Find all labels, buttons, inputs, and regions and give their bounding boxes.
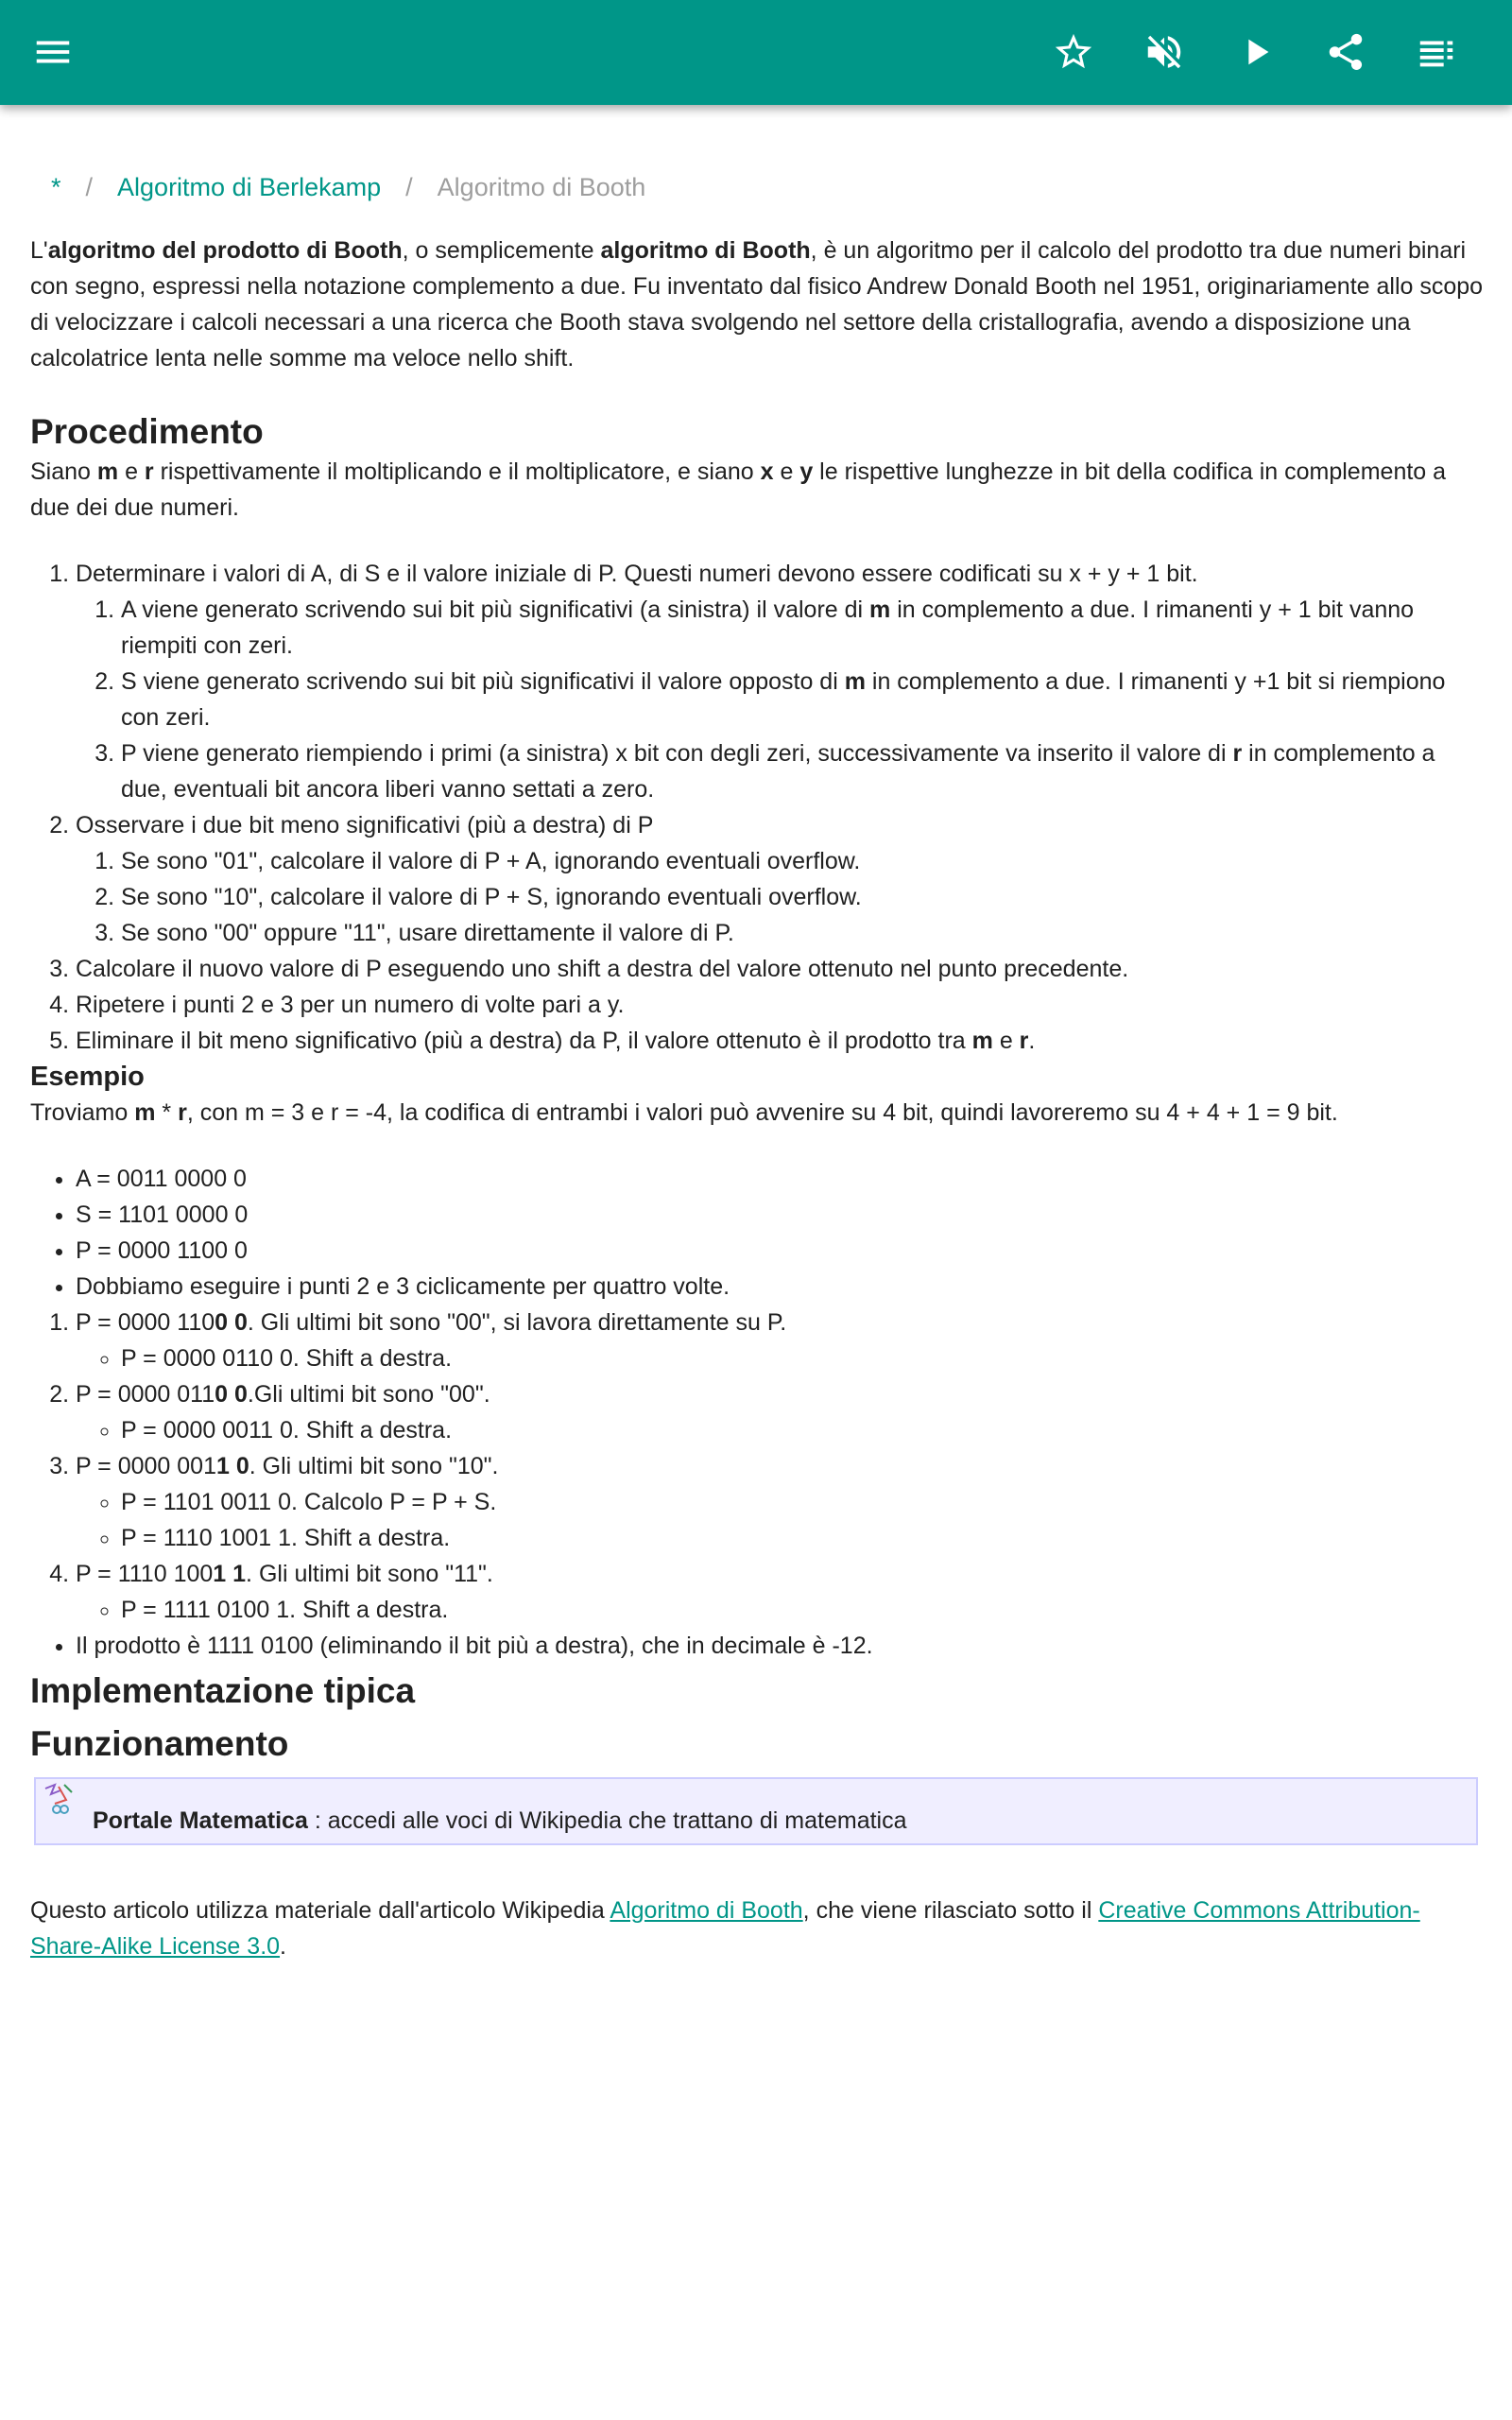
substep-item: ◦ P = 1110 1001 1. Shift a destra. — [121, 1520, 1486, 1556]
bold-text: r — [144, 458, 154, 485]
text-segment: L' — [30, 237, 48, 264]
text-segment: P = 0000 011 — [76, 1381, 215, 1408]
list-item: • Il prodotto è 1111 0100 (eliminando il bit più a destra), che in decimale è -12. — [76, 1628, 1486, 1664]
text-segment: Ripetere i punti 2 e 3 per un numero di volte pari a y. — [76, 992, 625, 1018]
bold-text: x — [760, 458, 774, 485]
section-heading: Funzionamento — [30, 1724, 289, 1763]
text-segment: in complemento a due. I rimanenti y +1 bit si riempiono con zeri. — [121, 668, 1446, 731]
bold-text: m — [134, 1099, 156, 1126]
text-segment: S viene generato scrivendo sui bit più significativi il valore opposto di — [121, 668, 845, 695]
text-segment: , con m = 3 e r = -4, la codifica di entrambi i valori può avvenire su 4 bit, quindi lavoreremo su 4 + 4 + 1 = 9 bit. — [186, 1099, 1338, 1126]
text-segment: e — [773, 458, 800, 485]
list-item: • S = 1101 0000 0 — [76, 1197, 1486, 1233]
portal-name[interactable]: Portale Matematica — [93, 1807, 308, 1834]
math-portal-icon — [42, 1781, 77, 1819]
text-segment: Calcolare il nuovo valore di P eseguendo uno shift a destra del valore ottenuto nel punto precedente. — [76, 956, 1129, 982]
step-item — [76, 1448, 1486, 1556]
text-segment: in complemento a due, eventuali bit ancora liberi vanno settati a zero. — [121, 740, 1435, 803]
esempio-bullets — [76, 1161, 1486, 1305]
list-item: • P = 0000 1100 0 — [76, 1233, 1486, 1269]
bold-text: algoritmo del prodotto di Booth — [47, 237, 403, 264]
wikipedia-article-link[interactable]: Algoritmo di Booth — [610, 1897, 803, 1924]
text-segment: P = 0000 001 — [76, 1453, 216, 1479]
text-segment: le rispettive lunghezze in bit della codifica in complemento a due dei due numeri. — [30, 458, 1447, 521]
step-text — [76, 1561, 493, 1587]
menu-icon[interactable] — [31, 30, 75, 74]
section-heading: Implementazione tipica — [30, 1671, 416, 1710]
step-item — [76, 987, 1486, 1023]
text-segment: P = 1110 100 — [76, 1561, 214, 1587]
star-icon[interactable] — [1052, 30, 1095, 74]
portal-description: : accedi alle voci di Wikipedia che trattano di matematica — [307, 1807, 907, 1834]
breadcrumb-parent[interactable]: Algoritmo di Berlekamp — [117, 173, 382, 201]
substep-item — [121, 735, 1486, 807]
text-segment: P viene generato riempiendo i primi (a sinistra) x bit con degli zeri, successivamente va inserito il valore di — [121, 740, 1233, 767]
step-text — [76, 812, 653, 838]
text-segment: Eliminare il bit meno significativo (più a destra) da P, il valore ottenuto è il prodotto tra — [76, 1028, 972, 1054]
step-text — [76, 1028, 1035, 1054]
bold-text: algoritmo di Booth — [600, 237, 811, 264]
bold-text: 1 0 — [216, 1453, 249, 1479]
substep-item: ◦ P = 1111 0100 1. Shift a destra. — [121, 1592, 1486, 1628]
text-segment: , è un algoritmo per il calcolo del prodotto tra due numeri binari con segno, espressi nella notazione complemento a due. Fu inventato dal fisico Andrew Donald Booth nel 1951, originariamente allo scopo di velocizzare i calcoli necessari a una ricerca che Booth stava svolgendo nel settore della cristallografia, avendo a disposizione una calcolatrice lenta nelle somme ma veloce nello shift. — [30, 237, 1484, 372]
substep-item — [121, 915, 1486, 951]
text-segment: . Gli ultimi bit sono "11". — [246, 1561, 493, 1587]
esempio-text — [30, 1095, 1486, 1131]
step-item — [76, 1376, 1486, 1448]
footer-text: . — [280, 1933, 286, 1960]
step-text — [76, 561, 1198, 587]
text-segment: Se sono "10", calcolare il valore di P + S, ignorando eventuali overflow. — [121, 884, 862, 910]
step-text — [76, 1309, 786, 1336]
breadcrumb-home[interactable]: * — [51, 173, 61, 201]
substep-item — [121, 879, 1486, 915]
bold-text: 1 1 — [213, 1561, 247, 1587]
substep-item: ◦ P = 0000 0011 0. Shift a destra. — [121, 1412, 1486, 1448]
footer-text: , che viene rilasciato sotto il — [802, 1897, 1099, 1924]
text-segment: e — [992, 1028, 1020, 1054]
breadcrumb-separator: / — [405, 173, 413, 201]
text-segment: e — [118, 458, 145, 485]
text-segment: . Gli ultimi bit sono "10". — [249, 1453, 499, 1479]
substep-item: ◦ P = 0000 0110 0. Shift a destra. — [121, 1340, 1486, 1376]
portal-box — [34, 1777, 1478, 1845]
volume-off-icon[interactable] — [1143, 30, 1186, 74]
share-icon[interactable] — [1324, 30, 1367, 74]
bold-text: 0 0 — [215, 1309, 248, 1336]
substep-item — [121, 664, 1486, 735]
text-segment: . Gli ultimi bit sono "00", si lavora direttamente su P. — [247, 1309, 787, 1336]
procedimento-text — [30, 454, 1486, 526]
license-footer — [30, 1893, 1486, 1964]
text-segment: Determinare i valori di A, di S e il valore iniziale di P. Questi numeri devono essere codificati su x + y + 1 bit. — [76, 561, 1198, 587]
text-segment: Troviamo — [30, 1099, 135, 1126]
play-icon[interactable] — [1234, 30, 1278, 74]
bold-text: r — [178, 1099, 187, 1126]
step-text — [76, 992, 624, 1018]
step-item — [76, 1023, 1486, 1059]
text-segment: rispettivamente il moltiplicando e il moltiplicatore, e siano — [153, 458, 761, 485]
step-item — [76, 1556, 1486, 1628]
step-item — [76, 807, 1486, 951]
license-link[interactable]: Creative Commons Attribution-Share-Alike License 3.0 — [30, 1897, 1420, 1960]
substep-item — [121, 592, 1486, 664]
bold-text: 0 0 — [215, 1381, 248, 1408]
footer-text: Questo articolo utilizza materiale dall'articolo Wikipedia — [30, 1897, 610, 1924]
text-segment: , o semplicemente — [402, 237, 601, 264]
step-item — [76, 951, 1486, 987]
text-segment: .Gli ultimi bit sono "00". — [247, 1381, 490, 1408]
substep-item: ◦ P = 1101 0011 0. Calcolo P = P + S. — [121, 1484, 1486, 1520]
breadcrumb-separator: / — [85, 173, 94, 201]
step-text — [76, 1381, 490, 1408]
step-text — [76, 956, 1128, 982]
text-segment: Se sono "01", calcolare il valore di P + A, ignorando eventuali overflow. — [121, 848, 861, 874]
bold-text: m — [844, 668, 866, 695]
bold-text: y — [799, 458, 814, 485]
list-icon[interactable] — [1415, 30, 1458, 74]
esempio-steps — [76, 1305, 1486, 1628]
procedimento-steps — [76, 556, 1486, 1059]
list-item: • Dobbiamo eseguire i punti 2 e 3 ciclicamente per quattro volte. — [76, 1269, 1486, 1305]
bold-text: m — [971, 1028, 993, 1054]
substep-item — [121, 843, 1486, 879]
bold-text: r — [1019, 1028, 1029, 1054]
text-segment: . — [1028, 1028, 1036, 1054]
bold-text: m — [96, 458, 119, 485]
step-text — [76, 1453, 498, 1479]
text-segment: in complemento a due. I rimanenti y + 1 bit vanno riempiti con zeri. — [121, 596, 1415, 659]
text-segment: Osservare i due bit meno significativi (più a destra) di P — [76, 812, 654, 838]
bold-text: r — [1232, 740, 1243, 767]
text-segment: Siano — [30, 458, 97, 485]
section-heading: Procedimento — [30, 412, 264, 451]
text-segment: Se sono "00" oppure "11", usare direttamente il valore di P. — [121, 920, 734, 946]
breadcrumb-current: Algoritmo di Booth — [437, 173, 646, 201]
article — [30, 161, 1486, 1964]
text-segment: P = 0000 110 — [76, 1309, 215, 1336]
text-segment: A viene generato scrivendo sui bit più significativi (a sinistra) il valore di — [121, 596, 870, 623]
step-item — [76, 1305, 1486, 1376]
list-item: • A = 0011 0000 0 — [76, 1161, 1486, 1197]
breadcrumb — [51, 161, 1486, 214]
section-heading: Esempio — [30, 1062, 145, 1092]
intro-paragraph — [30, 233, 1486, 376]
text-segment: * — [155, 1099, 179, 1126]
step-item — [76, 556, 1486, 807]
bold-text: m — [869, 596, 891, 623]
app-toolbar — [0, 0, 1512, 105]
